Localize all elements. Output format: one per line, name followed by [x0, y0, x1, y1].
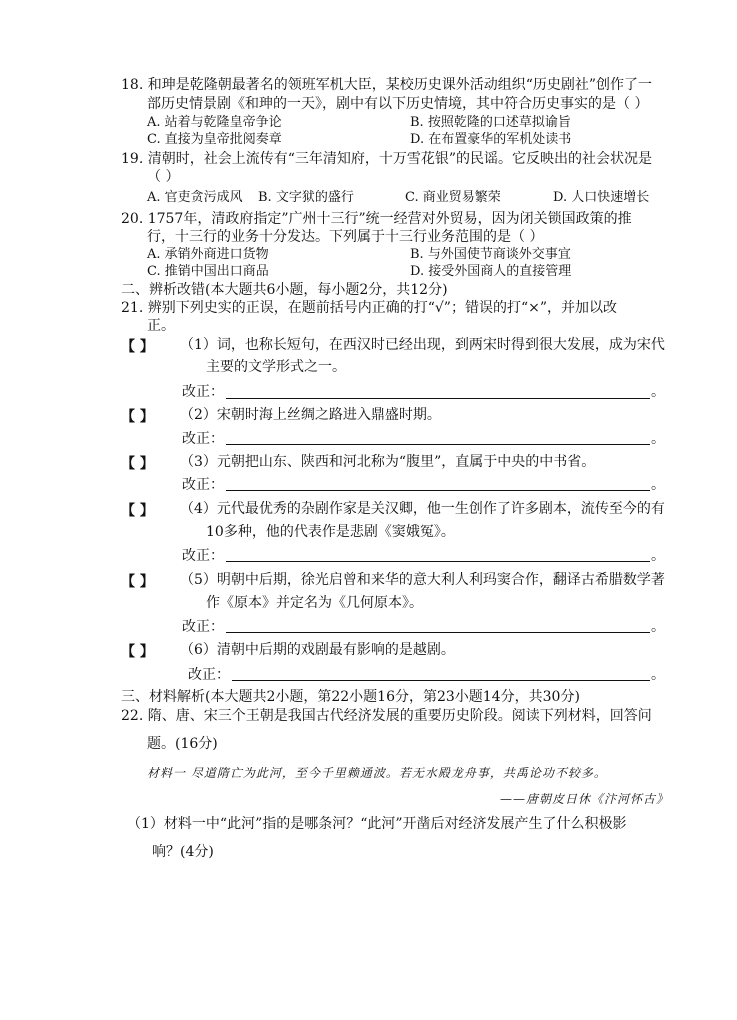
q21-stem-line1: 21. 辨别下列史实的正误，在题前括号内正确的打“√”；错误的打“×”，并加以改 — [121, 300, 617, 316]
section3-title: 三、材料解析(本大题共2小题，第22小题16分，第23小题14分，共30分) — [121, 689, 580, 705]
fix-end-5: 。 — [651, 619, 665, 635]
q19-option-b: B. 文字狱的盛行 — [258, 190, 354, 205]
fix-label-1: 改正： — [182, 384, 224, 400]
fix-answer-line-1[interactable] — [226, 398, 650, 399]
answer-bracket-4[interactable]: 【 】 — [121, 503, 154, 519]
fix-label-4: 改正： — [182, 548, 224, 564]
fix-end-6: 。 — [651, 667, 665, 683]
q20-option-a: A. 承销外商进口货物 — [147, 247, 269, 262]
fix-label-5: 改正： — [182, 619, 224, 635]
q22-stem-line2: 题。(16分) — [147, 736, 218, 752]
fix-label-3: 改正： — [182, 477, 224, 493]
answer-bracket-2[interactable]: 【 】 — [121, 409, 154, 425]
q19-option-a: A. 官吏贪污成风 — [147, 190, 243, 205]
q20-option-d: D. 接受外国商人的直接管理 — [410, 264, 572, 279]
q20-option-b: B. 与外国使节商谈外交事宜 — [410, 247, 571, 262]
answer-bracket-6[interactable]: 【 】 — [121, 644, 154, 660]
q18-option-d: D. 在布置豪华的军机处读书 — [410, 132, 572, 147]
answer-bracket-5[interactable]: 【 】 — [121, 574, 154, 590]
fix-answer-line-2[interactable] — [226, 444, 650, 445]
material-1-source: ——唐朝皮日休《汴河怀古》 — [500, 792, 670, 806]
q18-option-b: B. 按照乾隆的口述草拟谕旨 — [410, 115, 571, 130]
fix-label-2: 改正： — [182, 431, 224, 447]
item-3-line1: （3）元朝把山东、陕西和河北称为“腹里”，直属于中央的中书省。 — [180, 454, 596, 470]
q22-sub1-line1: （1）材料一中“此河”指的是哪条河？“此河”开凿后对经济发展产生了什么积极影 — [127, 816, 627, 832]
item-1-line2: 主要的文学形式之一。 — [206, 359, 346, 375]
q18-option-c: C. 直接为皇帝批阅奏章 — [147, 132, 282, 147]
item-1-line1: （1）词，也称长短句，在西汉时已经出现，到两宋时得到很大发展，成为宋代 — [180, 337, 665, 353]
material-1-text: 材料一 尽道隋亡为此河，至今千里赖通波。若无水殿龙舟事，共禹论功不较多。 — [147, 766, 607, 780]
item-4-line2: 10多种，他的代表作是悲剧《窦娥冤》。 — [206, 524, 455, 540]
q19-stem-line1: 19. 清朝时，社会上流传有“三年清知府，十万雪花银”的民谣。它反映出的社会状况是 — [121, 151, 653, 167]
item-4-line1: （4）元代最优秀的杂剧作家是关汉卿，他一生创作了许多剧本，流传至今的有 — [180, 501, 665, 517]
section2-title: 二、辨析改错(本大题共6小题，每小题2分，共12分) — [121, 282, 448, 298]
q19-option-d: D. 人口快速增长 — [553, 190, 650, 205]
item-5-line1: （5）明朝中后期，徐光启曾和来华的意大利人利玛窦合作，翻译古希腊数学著 — [180, 572, 665, 588]
q22-stem-line1: 22. 隋、唐、宋三个王朝是我国古代经济发展的重要历史阶段。阅读下列材料，回答问 — [121, 708, 652, 724]
fix-label-6: 改正： — [188, 667, 230, 683]
answer-bracket-3[interactable]: 【 】 — [121, 456, 154, 472]
fix-answer-line-4[interactable] — [226, 561, 650, 562]
item-2-line1: （2）宋朝时海上丝绸之路进入鼎盛时期。 — [180, 407, 441, 423]
q21-stem-line2: 正。 — [147, 318, 175, 334]
q18-stem-line1: 18. 和珅是乾隆朝最著名的领班军机大臣，某校历史课外活动组织“历史剧社”创作了一 — [121, 77, 653, 93]
item-6-line1: （6）清朝中后期的戏剧最有影响的是越剧。 — [180, 642, 455, 658]
fix-answer-line-3[interactable] — [226, 490, 650, 491]
fix-answer-line-5[interactable] — [226, 632, 650, 633]
q18-option-a: A. 站着与乾隆皇帝争论 — [147, 115, 282, 130]
fix-end-1: 。 — [651, 384, 665, 400]
q18-stem-line2: 部历史情景剧《和珅的一天》，剧中有以下历史情境，其中符合历史事实的是（ ） — [147, 96, 649, 112]
q20-option-c: C. 推销中国出口商品 — [147, 264, 269, 279]
q19-option-c: C. 商业贸易繁荣 — [405, 190, 501, 205]
q20-stem-line1: 20. 1757年，清政府指定”广州十三行”统一经营对外贸易，因为闭关锁国政策的推 — [121, 211, 632, 227]
fix-end-3: 。 — [651, 477, 665, 493]
q19-stem-line2: （ ） — [147, 169, 180, 185]
q22-sub1-line2: 响？(4分) — [152, 844, 214, 860]
fix-answer-line-6[interactable] — [232, 680, 650, 681]
fix-end-4: 。 — [651, 548, 665, 564]
q20-stem-line2: 行，十三行的业务十分发达。下列属于十三行业务范围的是（ ） — [147, 229, 544, 245]
fix-end-2: 。 — [651, 431, 665, 447]
item-5-line2: 作《原本》并定名为《几何原本》。 — [206, 595, 423, 611]
answer-bracket-1[interactable]: 【 】 — [121, 339, 154, 355]
